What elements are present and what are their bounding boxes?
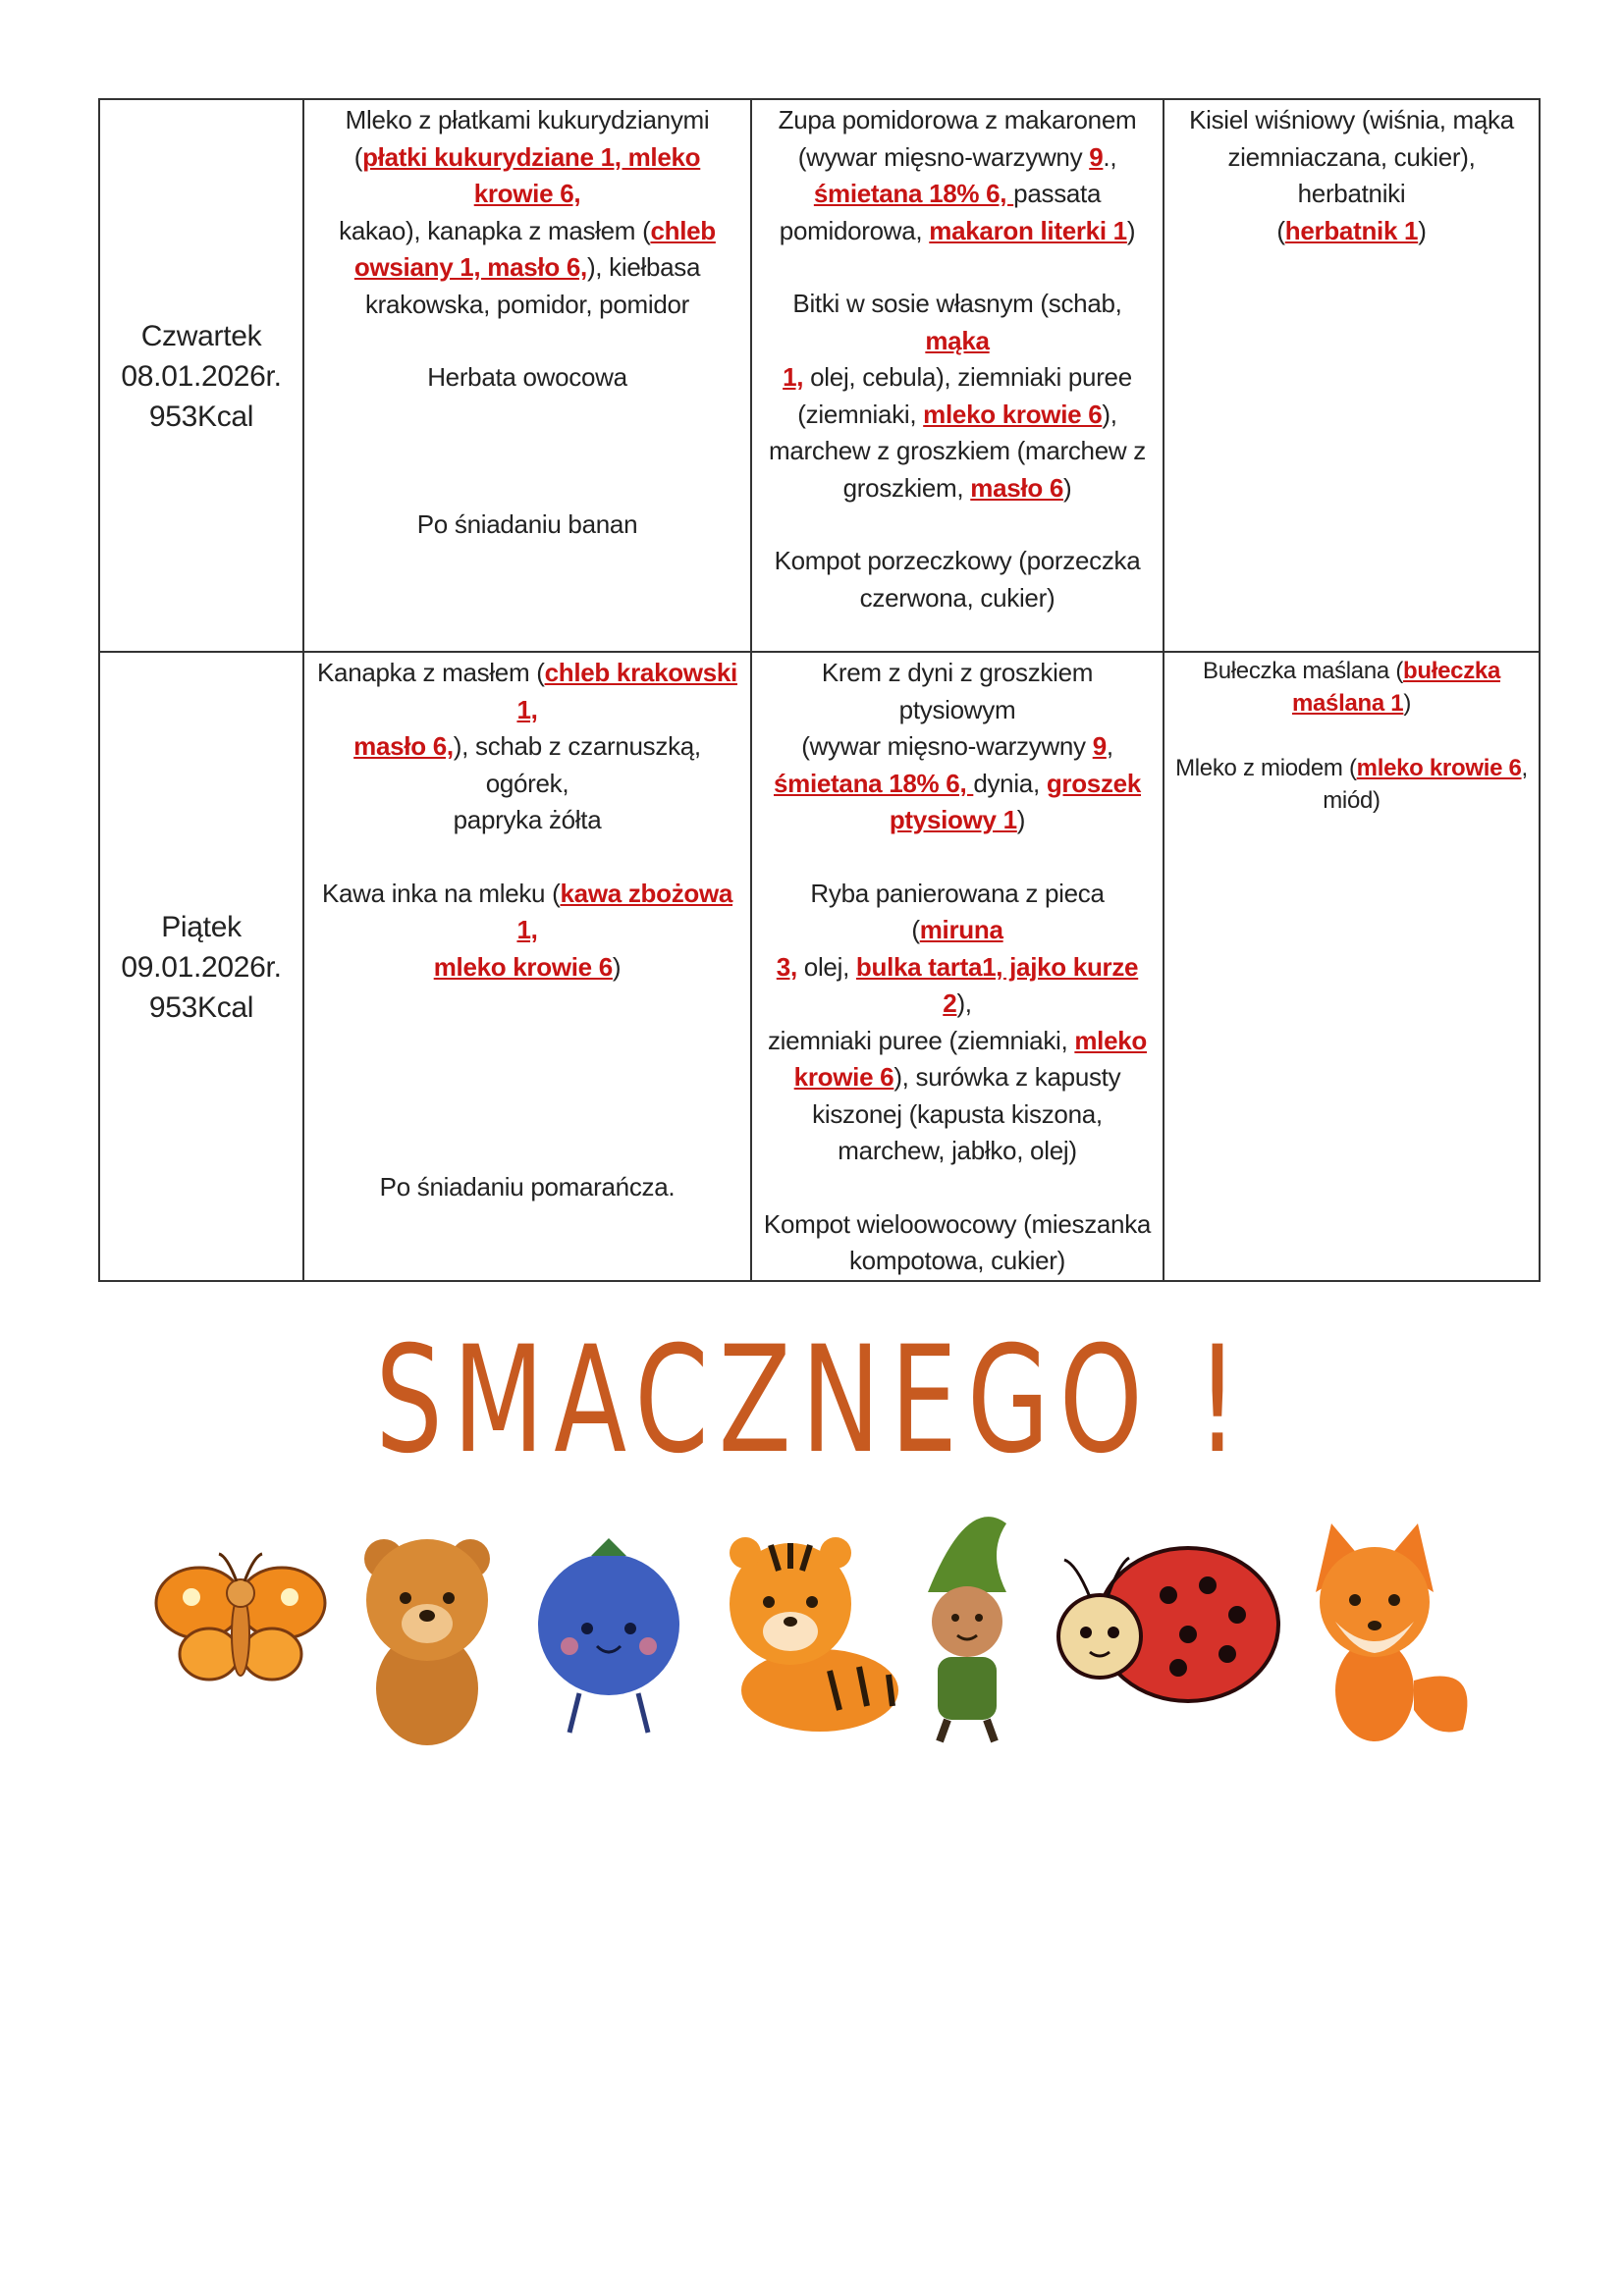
breakfast-line: krakowska, pomidor, pomidor bbox=[364, 289, 690, 319]
day-name: Czwartek bbox=[140, 320, 262, 352]
lunch-line: 3, olej, bulka tarta1, jajko kurze 2), bbox=[776, 951, 1139, 1018]
lunch-line: 1, olej, cebula), ziemniaki puree bbox=[783, 362, 1132, 392]
allergen-link[interactable]: krowie 6 bbox=[793, 1062, 894, 1092]
allergen-link[interactable]: groszek bbox=[1046, 768, 1141, 798]
breakfast-cell bbox=[303, 652, 751, 1281]
lunch-line: śmietana 18% 6, dynia, groszek bbox=[773, 768, 1141, 798]
ladybug-icon bbox=[1058, 1548, 1278, 1701]
day-cell bbox=[99, 652, 303, 1281]
allergen-link[interactable]: mleko krowie 6 bbox=[433, 951, 613, 982]
breakfast-fruit: Po śniadaniu banan bbox=[416, 508, 638, 539]
allergen-link[interactable]: płatki kukurydziane 1, mleko krowie 6, bbox=[362, 141, 701, 208]
table-row bbox=[99, 99, 1540, 652]
breakfast-line: (płatki kukurydziane 1, mleko krowie 6, bbox=[353, 141, 701, 208]
breakfast-fruit: Po śniadaniu pomarańcza. bbox=[379, 1172, 676, 1201]
allergen-link[interactable]: bułeczka bbox=[1403, 658, 1500, 684]
breakfast-line: masło 6,), schab z czarnuszką, ogórek, bbox=[353, 731, 701, 798]
butterfly-icon bbox=[156, 1554, 325, 1680]
breakfast-cell bbox=[303, 99, 751, 652]
breakfast-drink: mleko krowie 6) bbox=[433, 951, 622, 982]
allergen-link[interactable]: chleb krakowski 1, bbox=[516, 658, 737, 724]
snack-line: Bułeczka maślana (bułeczka bbox=[1202, 658, 1500, 684]
gnome-icon bbox=[928, 1517, 1006, 1741]
breakfast-drink: Kawa inka na mleku (kawa zbożowa 1, bbox=[321, 878, 733, 944]
lunch-line: pomidorowa, makaron literki 1) bbox=[779, 215, 1136, 245]
lunch-compote: Kompot wieloowocowy (mieszanka bbox=[763, 1208, 1152, 1239]
breakfast-line: owsiany 1, masło 6,), kiełbasa bbox=[353, 252, 701, 282]
allergen-link[interactable]: 3, bbox=[776, 951, 797, 982]
day-kcal: 953Kcal bbox=[148, 400, 254, 433]
allergen-link[interactable]: makaron literki 1 bbox=[929, 215, 1127, 245]
lunch-compote: czerwona, cukier) bbox=[859, 582, 1056, 613]
lunch-line: krowie 6), surówka z kapusty bbox=[793, 1062, 1121, 1092]
allergen-link[interactable]: śmietana 18% 6, bbox=[773, 768, 974, 798]
lunch-line: (ziemniaki, mleko krowie 6), bbox=[797, 399, 1117, 429]
snack-line: Kisiel wiśniowy (wiśnia, mąka bbox=[1189, 105, 1514, 134]
lunch-line: (wywar mięsno-warzywny 9., bbox=[797, 141, 1117, 172]
lunch-cell bbox=[751, 652, 1164, 1281]
snack-line: maślana 1) bbox=[1291, 690, 1412, 717]
lunch-line: (wywar mięsno-warzywny 9, bbox=[801, 731, 1113, 761]
snack-line: miód) bbox=[1323, 787, 1380, 814]
lunch-line: śmietana 18% 6, passata bbox=[813, 179, 1102, 208]
lunch-line: marchew, jabłko, olej) bbox=[838, 1136, 1077, 1165]
lunch-line: Bitki w sosie własnym (schab, mąka bbox=[792, 289, 1122, 355]
day-date: 08.01.2026r. bbox=[121, 360, 282, 393]
lunch-compote: kompotowa, cukier) bbox=[848, 1246, 1066, 1275]
lunch-line: ziemniaki puree (ziemniaki, mleko bbox=[767, 1025, 1148, 1055]
allergen-link[interactable]: herbatnik 1 bbox=[1284, 215, 1419, 245]
allergen-link[interactable]: kawa zbożowa 1, bbox=[516, 878, 733, 944]
snack-cell bbox=[1164, 652, 1540, 1281]
breakfast-line: Kanapka z masłem (chleb krakowski 1, bbox=[317, 658, 737, 724]
footer-title: SMACZNEGO ! bbox=[375, 1315, 1249, 1486]
day-date: 09.01.2026r. bbox=[121, 950, 282, 984]
allergen-link[interactable]: mleko bbox=[1074, 1025, 1148, 1055]
tiger-icon bbox=[730, 1537, 898, 1732]
allergen-link[interactable]: miruna bbox=[919, 915, 1003, 944]
allergen-link[interactable]: mleko krowie 6 bbox=[1356, 755, 1522, 781]
allergen-link[interactable]: śmietana 18% 6, bbox=[813, 179, 1014, 208]
allergen-link[interactable]: masło 6, bbox=[353, 731, 454, 761]
snack-line: ziemniaczana, cukier), herbatniki bbox=[1227, 141, 1476, 208]
fox-icon bbox=[1316, 1523, 1467, 1741]
table-row bbox=[99, 652, 1540, 1281]
lunch-line: kiszonej (kapusta kiszona, bbox=[812, 1098, 1103, 1129]
breakfast-drink: Herbata owocowa bbox=[427, 362, 627, 392]
lunch-line: marchew z groszkiem (marchew z bbox=[769, 436, 1146, 465]
allergen-link[interactable]: chleb bbox=[650, 215, 716, 245]
lunch-line: ptysiowy 1) bbox=[889, 805, 1026, 834]
breakfast-line: papryka żółta bbox=[453, 805, 602, 834]
allergen-link[interactable]: masło 6 bbox=[970, 472, 1063, 503]
allergen-link[interactable]: mleko krowie 6 bbox=[923, 399, 1103, 429]
allergen-link[interactable]: owsiany 1, masło 6, bbox=[353, 252, 587, 282]
allergen-link[interactable]: 9 bbox=[1089, 141, 1104, 172]
day-kcal: 953Kcal bbox=[148, 990, 254, 1024]
lunch-compote: Kompot porzeczkowy (porzeczka bbox=[774, 546, 1141, 575]
menu-table bbox=[98, 98, 1541, 1282]
snack-line: Mleko z miodem (mleko krowie 6, bbox=[1175, 755, 1528, 781]
allergen-link[interactable]: 9 bbox=[1092, 731, 1107, 761]
animals-illustration bbox=[147, 1512, 1483, 1747]
breakfast-line: Mleko z płatkami kukurydzianymi bbox=[345, 105, 710, 134]
lunch-line: groszkiem, masło 6) bbox=[842, 472, 1072, 503]
allergen-link[interactable]: maślana 1 bbox=[1291, 690, 1404, 717]
day-cell bbox=[99, 99, 303, 652]
lunch-line: Zupa pomidorowa z makaronem bbox=[778, 105, 1137, 134]
allergen-link[interactable]: ptysiowy 1 bbox=[889, 805, 1017, 834]
allergen-link[interactable]: bulka tarta1, jajko kurze 2 bbox=[855, 951, 1139, 1018]
allergen-link[interactable]: 1, bbox=[783, 362, 804, 392]
snack-cell bbox=[1164, 99, 1540, 652]
lunch-cell bbox=[751, 99, 1164, 652]
bear-icon bbox=[364, 1539, 490, 1745]
day-name: Piątek bbox=[161, 910, 242, 943]
snack-line: (herbatnik 1) bbox=[1276, 215, 1427, 245]
allergen-link[interactable]: mąka bbox=[925, 325, 990, 355]
lunch-line: Krem z dyni z groszkiem ptysiowym bbox=[821, 658, 1094, 724]
blueberry-icon bbox=[538, 1538, 679, 1733]
lunch-line: Ryba panierowana z pieca (miruna bbox=[810, 878, 1105, 944]
breakfast-line: kakao), kanapka z masłem (chleb bbox=[339, 215, 716, 245]
